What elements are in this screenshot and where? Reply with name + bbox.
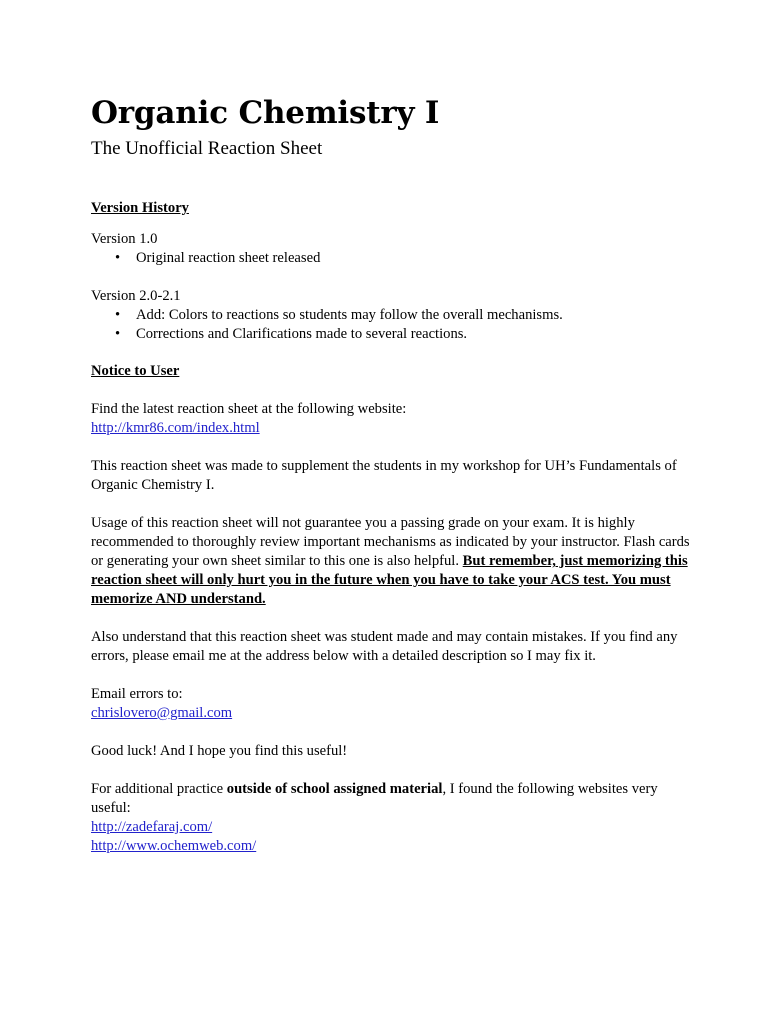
practice-emphasis: outside of school assigned material bbox=[226, 781, 443, 797]
email-intro: Email errors to: bbox=[91, 686, 183, 702]
good-luck-text: Good luck! And I hope you find this useful! bbox=[91, 743, 348, 759]
practice-link-zadefaraj[interactable]: http://zadefaraj.com/ bbox=[91, 819, 213, 835]
version-item: • Add: Colors to reactions so students may follow the overall mechanisms. bbox=[91, 306, 691, 325]
practice-text: For additional practice bbox=[91, 781, 227, 797]
website-intro: Find the latest reaction sheet at the following website: bbox=[91, 401, 407, 417]
email-link[interactable]: chrislovero@gmail.com bbox=[91, 705, 233, 721]
version-2-0 bbox=[91, 287, 691, 344]
mistakes-paragraph: Also understand that this reaction sheet was student made and may contain mistakes. If you find any errors, please email me at the address below with a detailed description so I may fix it. bbox=[91, 629, 678, 664]
supplement-paragraph: This reaction sheet was made to supplement the students in my workshop for UH’s Fundamentals of Organic Chemistry I. bbox=[91, 458, 677, 493]
document-page bbox=[91, 93, 691, 856]
notice-heading: Notice to User bbox=[91, 363, 180, 379]
version-item: • Corrections and Clarifications made to several reactions. bbox=[91, 325, 691, 344]
page-title: Organic Chemistry I bbox=[91, 95, 440, 131]
usage-paragraph bbox=[91, 514, 691, 609]
version-items bbox=[91, 249, 691, 268]
practice-paragraph bbox=[91, 780, 691, 818]
usage-text: Usage of this reaction sheet will not guarantee you a passing grade on your exam. It is highly recommended to thoroughly review important mechanisms as indicated by your instructor. Flash cards or generating your own sheet similar to this one is also helpful. bbox=[91, 515, 690, 569]
version-history-heading: Version History bbox=[91, 200, 189, 216]
website-link[interactable]: http://kmr86.com/index.html bbox=[91, 420, 260, 436]
page-subtitle: The Unofficial Reaction Sheet bbox=[91, 138, 323, 159]
version-label: Version 2.0-2.1 bbox=[91, 288, 181, 304]
practice-text-end: , I found the following websites very useful: bbox=[91, 781, 658, 816]
version-label: Version 1.0 bbox=[91, 231, 158, 247]
practice-link-ochemweb[interactable]: http://www.ochemweb.com/ bbox=[91, 838, 257, 854]
version-item: • Original reaction sheet released bbox=[91, 249, 691, 268]
usage-emphasis: But remember, just memorizing this reaction sheet will only hurt you in the future when you have to take your ACS test. You must memorize AND understand. bbox=[91, 553, 688, 607]
version-items bbox=[91, 306, 691, 344]
version-1-0 bbox=[91, 230, 691, 268]
